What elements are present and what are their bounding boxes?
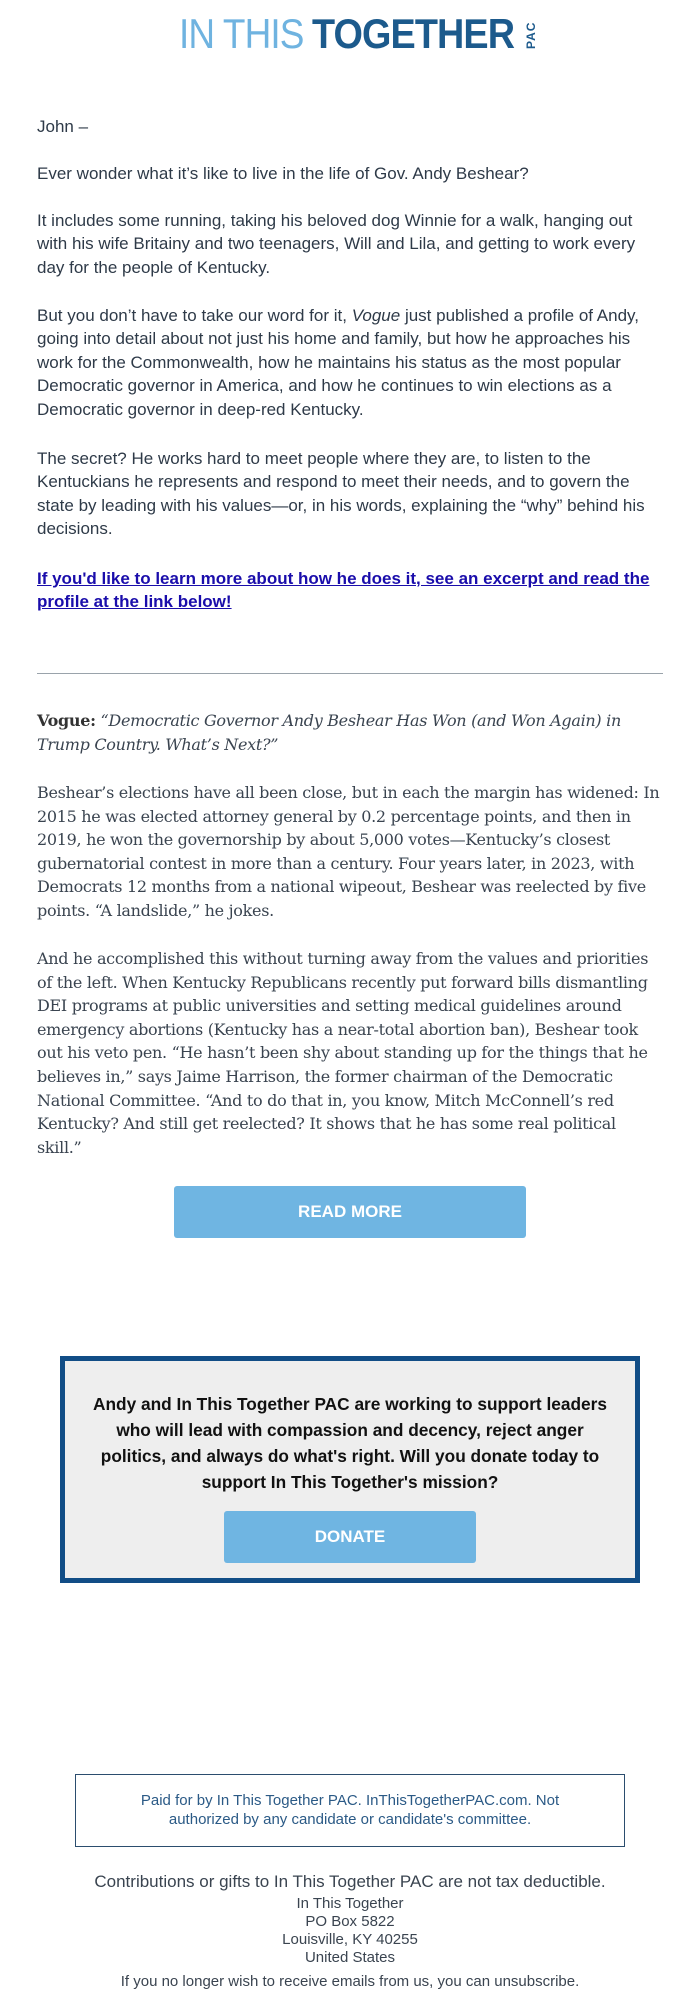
logo[interactable] bbox=[0, 12, 700, 56]
greeting: John – bbox=[37, 117, 89, 136]
excerpt-paragraph-1: Beshear’s elections have all been close, but in each the margin has widened: In 2015 he was elected attorney general by 0.2 percentage points, and then in 2019, he won the governorship by about 5,000 votes—Kentucky’s closest gubernatorial contest in more than a century. Four years later, in 2023, with Democrats 12 months from a national wipeout, Beshear was reelected by five points. “A landslide,” he jokes. bbox=[37, 783, 660, 920]
excerpt-paragraph-2: And he accomplished this without turning away from the values and priorities of the left. When Kentucky Republicans recently put forward bills dismantling DEI programs at public universities and setting medical guidelines around emergency abortions (Kentucky has a near-total abortion ban), Beshear took out his veto pen. “He hasn’t been shy about standing up for the things that he believes in,” says Jaime Harrison, the former chairman of the Democratic National Committee. “And to do that in, you know, Mitch McConnell’s red Kentucky? And still get reelected? It shows that he has some real political skill.” bbox=[37, 949, 649, 1157]
excerpt-title: “Democratic Governor Andy Beshear Has Won (and Won Again) in Trump Country. What’s Next?” bbox=[37, 711, 621, 754]
country: United States bbox=[304, 1949, 396, 1966]
vogue-italic: Vogue bbox=[351, 306, 401, 325]
donate-message: Andy and In This Together PAC are working to support leaders who will lead with compassion and decency, reject anger politics, and always do what's right. Will you donate today to support In This Together's mission? bbox=[92, 1394, 607, 1492]
read-more-button[interactable]: READ MORE bbox=[174, 1186, 526, 1238]
excerpt-headline bbox=[37, 709, 663, 756]
logo-together: TOGETHER bbox=[311, 10, 514, 57]
paragraph-life: It includes some running, taking his beloved dog Winnie for a walk, hanging out with his wife Britainy and two teenagers, Will and Lila, and getting to work every day for the people of Kentucky. bbox=[37, 211, 636, 277]
tax-notice: Contributions or gifts to In This Together PAC are not tax deductible. bbox=[94, 1872, 606, 1891]
donate-box bbox=[60, 1356, 640, 1583]
profile-link[interactable]: If you'd like to learn more about how he does it, see an excerpt and read the profile at the link below! bbox=[37, 569, 650, 611]
city-state-zip: Louisville, KY 40255 bbox=[282, 1931, 418, 1948]
logo-in-this: IN THIS bbox=[178, 10, 304, 57]
paragraph-secret: The secret? He works hard to meet people where they are, to listen to the Kentuckians he represents and respond to meet their needs, and to govern the state by leading with his values—or, in his words, explaining the “why” behind his decisions. bbox=[37, 449, 645, 539]
paid-for-text: Paid for by In This Together PAC. InThisTogetherPAC.com. Not authorized by any candidate or candidate's committee. bbox=[140, 1792, 560, 1828]
excerpt-source: Vogue: bbox=[37, 711, 96, 730]
paid-for-disclaimer bbox=[75, 1774, 625, 1847]
paragraph-vogue: But you don’t have to take our word for it, Vogue just published a profile of Andy, going into detail about not just his home and family, but how he approaches his work for the Commonwealth, how he maintains his status as the most popular Democratic governor in America, and how he continues to win elections as a Democratic governor in deep-red Kentucky. bbox=[37, 306, 639, 419]
logo-pac: PAC bbox=[524, 21, 539, 49]
po-box: PO Box 5822 bbox=[305, 1913, 395, 1930]
paragraph-intro: Ever wonder what it’s like to live in the life of Gov. Andy Beshear? bbox=[37, 164, 529, 183]
org-name: In This Together bbox=[296, 1895, 404, 1912]
donate-button[interactable]: DONATE bbox=[224, 1511, 476, 1563]
divider bbox=[37, 673, 663, 674]
unsubscribe-text[interactable]: If you no longer wish to receive emails from us, you can unsubscribe. bbox=[120, 1973, 580, 1990]
